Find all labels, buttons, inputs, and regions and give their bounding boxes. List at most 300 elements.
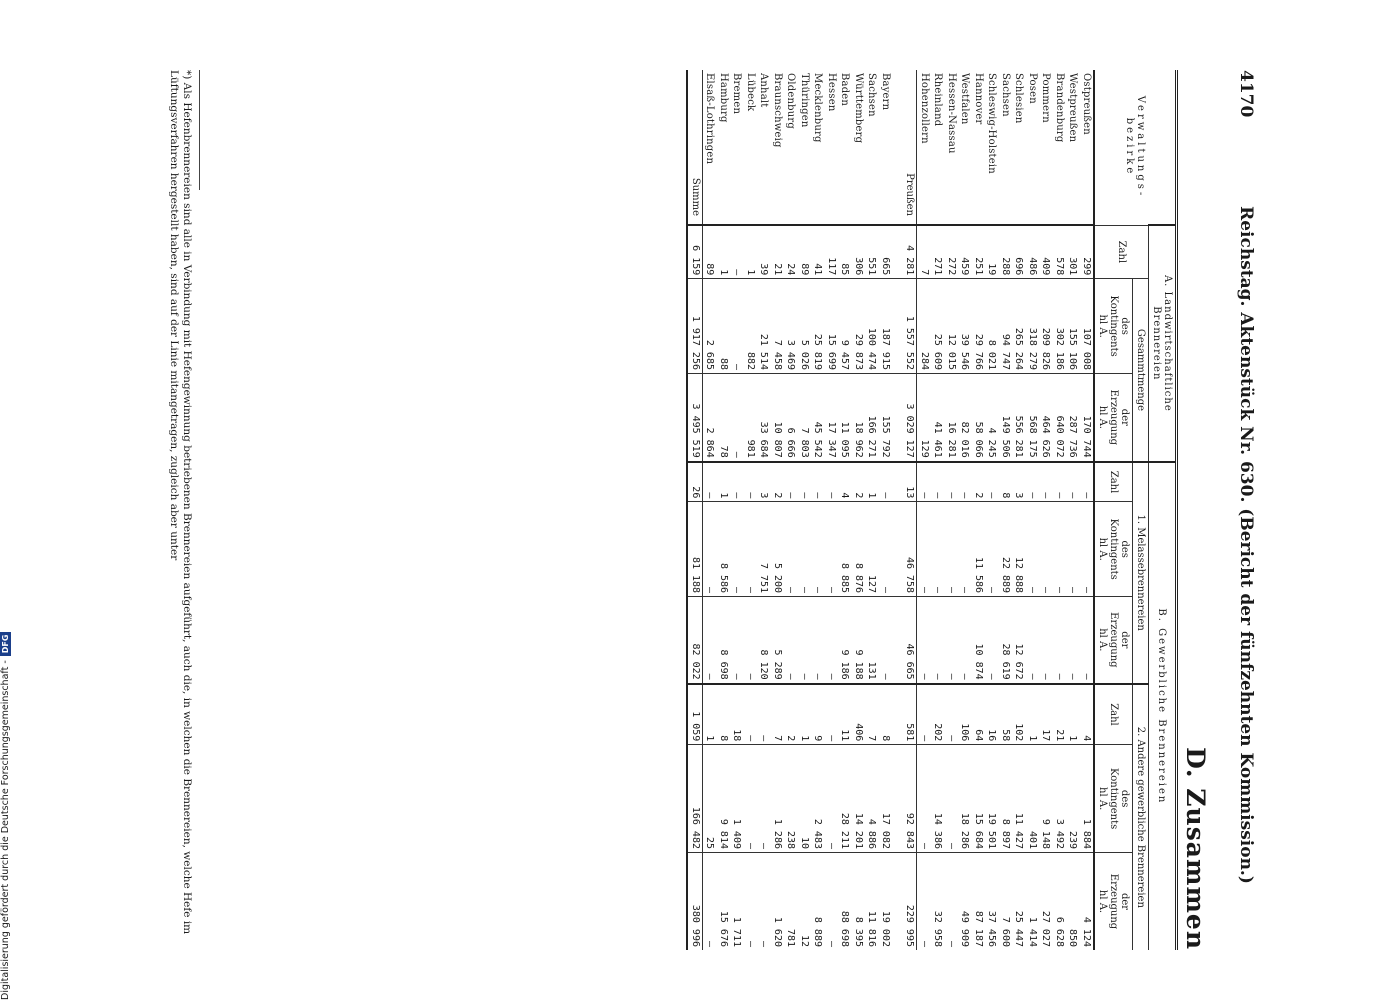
value-cell: 11 (838, 684, 852, 745)
value-cell: 8 021 (985, 279, 999, 374)
value-cell: 5 026 (798, 279, 812, 374)
value-cell: — (825, 462, 839, 502)
value-cell: 8 885 (838, 502, 852, 597)
value-cell: — (825, 684, 839, 745)
value-cell: — (703, 597, 717, 684)
value-cell: 8 (999, 462, 1013, 502)
value-cell: 6 666 (784, 374, 798, 462)
footnote-rule (199, 70, 200, 190)
value-cell: 17 (1039, 684, 1053, 745)
value-cell: 46 758 (903, 502, 917, 597)
value-cell: 46 665 (903, 597, 917, 684)
region-name: Ostpreußen (1081, 73, 1092, 135)
region-name: Hessen (826, 73, 837, 112)
value-cell: 102 (1012, 684, 1026, 745)
value-cell: — (730, 502, 744, 597)
region-name: Hamburg (718, 73, 729, 123)
value-cell: 39 (757, 225, 771, 279)
value-cell: 2 (784, 684, 798, 745)
value-cell: — (730, 462, 744, 502)
table-row (1039, 70, 1053, 950)
value-cell: 15 676 (717, 853, 731, 951)
value-cell: — (879, 502, 893, 597)
value-cell: — (1080, 462, 1095, 502)
region-name: Elsaß-Lothringen (704, 73, 716, 165)
value-cell: 9 814 (717, 745, 731, 853)
value-cell: 1 059 (688, 684, 703, 745)
value-cell: 551 (865, 225, 879, 279)
value-cell: 49 909 (958, 853, 972, 951)
value-cell: 155 106 (1066, 279, 1080, 374)
side-note (0, 600, 11, 1000)
value-cell: — (917, 597, 931, 684)
b1-count-header: Zahl (1094, 462, 1133, 502)
value-cell: 33 684 (757, 374, 771, 462)
value-cell: — (945, 684, 959, 745)
value-cell: 3 495 519 (688, 374, 703, 462)
value-cell: 22 889 (999, 502, 1013, 597)
table-row (771, 70, 785, 950)
table-row (852, 70, 866, 950)
page-title: Reichstag. Aktenstück Nr. 630. (Bericht der fünfzehnten Kommission.) (1236, 206, 1256, 884)
group-b-header: B. Gewerbliche Brennereien (1149, 462, 1177, 950)
value-cell: 287 736 (1066, 374, 1080, 462)
table-row (757, 70, 771, 950)
value-cell: 3 492 (1053, 745, 1067, 853)
page-number: 4170 (1236, 70, 1256, 118)
value-cell: — (1066, 502, 1080, 597)
value-cell: 1 557 552 (903, 279, 917, 374)
value-cell: 288 (999, 225, 1013, 279)
value-cell: 19 501 (985, 745, 999, 853)
value-cell: — (730, 597, 744, 684)
value-cell: 9 457 (838, 279, 852, 374)
value-cell: — (757, 853, 771, 951)
a-total-header: Gesammtmenge (1133, 279, 1149, 462)
value-cell: 85 (838, 225, 852, 279)
value-cell: 8 (879, 684, 893, 745)
value-cell: — (744, 684, 758, 745)
value-cell: 299 (1080, 225, 1095, 279)
value-cell: — (945, 462, 959, 502)
value-cell: 149 506 (999, 374, 1013, 462)
value-cell: — (1053, 502, 1067, 597)
side-note-text: Digitalisierung gefördert durch die Deutsche Forschungsgemeinschaft - (0, 660, 11, 1000)
value-cell: — (917, 462, 931, 502)
value-cell: 12 015 (945, 279, 959, 374)
value-cell: 1 286 (771, 745, 785, 853)
value-cell: 1 620 (771, 853, 785, 951)
value-cell: 10 874 (972, 597, 986, 684)
value-cell: 568 175 (1026, 374, 1040, 462)
value-cell: — (798, 597, 812, 684)
value-cell: — (985, 597, 999, 684)
value-cell: 58 066 (972, 374, 986, 462)
value-cell: 380 996 (688, 853, 703, 951)
footnote (167, 70, 200, 950)
value-cell: 9 188 (852, 597, 866, 684)
value-cell: 850 (1066, 853, 1080, 951)
value-cell: 7 (771, 684, 785, 745)
region-name: Lübeck (745, 73, 756, 112)
section-title: D. Zusammen (1181, 747, 1210, 950)
value-cell: — (825, 853, 839, 951)
value-cell: — (811, 462, 825, 502)
value-cell: 239 (1066, 745, 1080, 853)
value-cell: — (757, 684, 771, 745)
table-row (1080, 70, 1095, 950)
region-name: Sachsen (1000, 73, 1011, 117)
value-cell: 26 (688, 462, 703, 502)
value-cell: — (1066, 462, 1080, 502)
value-cell: 464 626 (1039, 374, 1053, 462)
table-row (717, 70, 731, 950)
region-name: Thüringen (799, 73, 810, 128)
value-cell: 271 (931, 225, 945, 279)
value-cell: 5 289 (771, 597, 785, 684)
table-row (811, 70, 825, 950)
value-cell: 4 886 (865, 745, 879, 853)
value-cell: 89 (798, 225, 812, 279)
value-cell: 41 461 (931, 374, 945, 462)
value-cell: 3 029 127 (903, 374, 917, 462)
table-row (985, 70, 999, 950)
value-cell: 15 699 (825, 279, 839, 374)
value-cell: 9 186 (838, 597, 852, 684)
value-cell: 302 186 (1053, 279, 1067, 374)
value-cell: 8 120 (757, 597, 771, 684)
value-cell: 301 (1066, 225, 1080, 279)
value-cell: 1 884 (1080, 745, 1095, 853)
value-cell: 1 (703, 684, 717, 745)
value-cell: 21 (1053, 684, 1067, 745)
value-cell: 1 409 (730, 745, 744, 853)
table-body (688, 70, 1095, 950)
value-cell: 100 474 (865, 279, 879, 374)
table-row (999, 70, 1013, 950)
value-cell: 202 (931, 684, 945, 745)
region-name: Hannover (973, 73, 984, 125)
value-cell: 82 022 (688, 597, 703, 684)
value-cell: 696 (1012, 225, 1026, 279)
value-cell: — (825, 597, 839, 684)
value-cell: 209 826 (1039, 279, 1053, 374)
spacer-row (892, 70, 903, 950)
value-cell: 64 (972, 684, 986, 745)
footnote-text: *) Als Hefenbrennereien sind alle in Verbindung mit Hefengewinnung betriebenen Brennereien aufgeführt, auch die, in welchen die Brennereien, welche Hefe im Lüftungsverfahren hergestellt haben, sind auf der Linie mitangetragen, zugleich aber unter (168, 70, 193, 935)
value-cell: 117 (825, 225, 839, 279)
value-cell: 1 (1026, 684, 1040, 745)
value-cell: 2 685 (703, 279, 717, 374)
value-cell: — (825, 745, 839, 853)
value-cell: 1 917 256 (688, 279, 703, 374)
value-cell: 318 279 (1026, 279, 1040, 374)
value-cell: 24 (784, 225, 798, 279)
value-cell: 28 211 (838, 745, 852, 853)
value-cell: 5 200 (771, 502, 785, 597)
table-row (744, 70, 758, 950)
region-name: Oldenburg (785, 73, 797, 129)
value-cell: — (703, 853, 717, 951)
value-cell: 106 (958, 684, 972, 745)
value-cell: 16 281 (945, 374, 959, 462)
value-cell: 13 (903, 462, 917, 502)
b1-kontingent-header: des Kontingents hl A. (1094, 502, 1133, 597)
value-cell: 187 915 (879, 279, 893, 374)
value-cell: 89 (703, 225, 717, 279)
value-cell: 94 747 (999, 279, 1013, 374)
value-cell: 45 542 (811, 374, 825, 462)
value-cell: — (931, 502, 945, 597)
value-cell: 8 889 (811, 853, 825, 951)
table-row (1066, 70, 1080, 950)
value-cell: 16 (985, 684, 999, 745)
value-cell: — (917, 853, 931, 951)
value-cell: 127 (865, 502, 879, 597)
value-cell: 7 600 (999, 853, 1013, 951)
value-cell: 2 483 (811, 745, 825, 853)
value-cell: 486 (1026, 225, 1040, 279)
value-cell: — (958, 597, 972, 684)
value-cell: 41 (811, 225, 825, 279)
region-name: Schleswig-Holstein (986, 73, 998, 174)
region-name: Rheinland (932, 73, 944, 127)
value-cell: 1 (1066, 684, 1080, 745)
value-cell: — (985, 462, 999, 502)
value-cell: 8 876 (852, 502, 866, 597)
table-row (703, 70, 717, 950)
value-cell: — (917, 684, 931, 745)
value-cell: 1 414 (1026, 853, 1040, 951)
value-cell: 238 (784, 745, 798, 853)
value-cell: 9 (811, 684, 825, 745)
value-cell: 1 (717, 462, 731, 502)
region-name: Württemberg (853, 73, 864, 144)
value-cell: — (1039, 502, 1053, 597)
value-cell: — (917, 745, 931, 853)
value-cell: 18 286 (958, 745, 972, 853)
table-row (972, 70, 986, 950)
value-cell: 166 271 (865, 374, 879, 462)
value-cell: 19 (985, 225, 999, 279)
value-cell: 88 (717, 279, 731, 374)
value-cell: 88 698 (838, 853, 852, 951)
value-cell: 6 628 (1053, 853, 1067, 951)
value-cell: 18 (730, 684, 744, 745)
value-cell: 87 187 (972, 853, 986, 951)
value-cell: 2 864 (703, 374, 717, 462)
table-row (903, 70, 917, 950)
value-cell: 25 819 (811, 279, 825, 374)
value-cell: 4 281 (903, 225, 917, 279)
value-cell: 1 (798, 684, 812, 745)
value-cell: 17 082 (879, 745, 893, 853)
value-cell: 7 458 (771, 279, 785, 374)
b1-erzeugung-header: der Erzeugung hl A. (1094, 597, 1133, 684)
value-cell: 6 159 (688, 225, 703, 279)
dfg-logo: DFG (0, 632, 11, 657)
group-a-header: A. Landwirtschaftliche Brennereien (1149, 225, 1177, 462)
value-cell: — (1039, 462, 1053, 502)
value-cell: — (1026, 502, 1040, 597)
region-name: Preußen (903, 70, 917, 225)
value-cell: — (1080, 502, 1095, 597)
value-cell: 11 427 (1012, 745, 1026, 853)
value-cell: 17 347 (825, 374, 839, 462)
value-cell: 2 (771, 462, 785, 502)
value-cell: 10 807 (771, 374, 785, 462)
b2-kontingent-header: des Kontingents hl A. (1094, 745, 1133, 853)
value-cell: 8 (717, 684, 731, 745)
value-cell: 155 792 (879, 374, 893, 462)
table-row (1026, 70, 1040, 950)
a-kontingent-header: des Kontingents hl A. (1094, 279, 1133, 374)
value-cell: — (1039, 597, 1053, 684)
value-cell: 10 (798, 745, 812, 853)
value-cell: 665 (879, 225, 893, 279)
value-cell: — (784, 597, 798, 684)
value-cell: — (730, 374, 744, 462)
value-cell: 19 002 (879, 853, 893, 951)
value-cell: 556 281 (1012, 374, 1026, 462)
value-cell: 2 (852, 462, 866, 502)
value-cell: — (811, 597, 825, 684)
value-cell: — (945, 745, 959, 853)
value-cell: 401 (1026, 745, 1040, 853)
region-name: Baden (839, 73, 851, 107)
value-cell: 251 (972, 225, 986, 279)
value-cell: — (958, 502, 972, 597)
value-cell: 8 698 (717, 597, 731, 684)
value-cell: 4 245 (985, 374, 999, 462)
value-cell: 1 (717, 225, 731, 279)
region-name: Bayern (880, 73, 891, 111)
value-cell: 9 148 (1039, 745, 1053, 853)
value-cell: 3 (757, 462, 771, 502)
value-cell: 229 995 (903, 853, 917, 951)
table-row (838, 70, 852, 950)
value-cell: — (757, 745, 771, 853)
value-cell: 4 (838, 462, 852, 502)
value-cell: 25 609 (931, 279, 945, 374)
value-cell: 78 (717, 374, 731, 462)
value-cell: — (879, 597, 893, 684)
value-cell: 12 (798, 853, 812, 951)
value-cell: 92 843 (903, 745, 917, 853)
region-header: Verwaltungs- bezirke (1094, 70, 1177, 225)
value-cell: — (825, 502, 839, 597)
value-cell: 7 751 (757, 502, 771, 597)
table-row (931, 70, 945, 950)
region-name: Hohenzollern (919, 73, 930, 144)
value-cell: 14 386 (931, 745, 945, 853)
value-cell: 11 095 (838, 374, 852, 462)
region-name: Pommern (1040, 73, 1052, 123)
table-row (917, 70, 931, 950)
value-cell: 3 469 (784, 279, 798, 374)
value-cell: 272 (945, 225, 959, 279)
value-cell: — (1053, 597, 1067, 684)
value-cell: 8 897 (999, 745, 1013, 853)
value-cell: 2 (972, 462, 986, 502)
value-cell: — (703, 462, 717, 502)
value-cell: 27 027 (1039, 853, 1053, 951)
value-cell: 265 264 (1012, 279, 1026, 374)
value-cell: 81 188 (688, 502, 703, 597)
value-cell: 170 744 (1080, 374, 1095, 462)
value-cell: — (798, 462, 812, 502)
value-cell: 21 (771, 225, 785, 279)
value-cell: 409 (1039, 225, 1053, 279)
value-cell: — (744, 745, 758, 853)
b2-count-header: Zahl (1094, 684, 1133, 745)
value-cell: 18 962 (852, 374, 866, 462)
value-cell: 459 (958, 225, 972, 279)
value-cell: — (744, 597, 758, 684)
value-cell: 3 (1012, 462, 1026, 502)
rotated-page (5, 70, 1260, 950)
region-name: Posen (1027, 73, 1038, 104)
page-header (1181, 70, 1260, 950)
value-cell: 11 586 (972, 502, 986, 597)
value-cell: 107 008 (1080, 279, 1095, 374)
value-cell: 37 456 (985, 853, 999, 951)
region-name: Schlesien (1013, 73, 1025, 124)
region-name: Brandenburg (1054, 73, 1065, 143)
value-cell: — (798, 502, 812, 597)
region-name: Anhalt (758, 73, 770, 108)
value-cell: 12 672 (1012, 597, 1026, 684)
value-cell: — (958, 462, 972, 502)
value-cell: — (945, 502, 959, 597)
statistics-table (687, 70, 1179, 950)
region-name: Hessen-Nassau (946, 73, 957, 154)
region-name: Mecklenburg (812, 73, 824, 143)
value-cell: 4 124 (1080, 853, 1095, 951)
value-cell: 25 447 (1012, 853, 1026, 951)
region-name: Sachsen (866, 73, 878, 117)
value-cell: 7 803 (798, 374, 812, 462)
value-cell: 166 482 (688, 745, 703, 853)
value-cell: 306 (852, 225, 866, 279)
value-cell: — (985, 502, 999, 597)
value-cell: 781 (784, 853, 798, 951)
value-cell: — (917, 502, 931, 597)
value-cell: — (1066, 597, 1080, 684)
value-cell: 981 (744, 374, 758, 462)
table-row (958, 70, 972, 950)
table-row (784, 70, 798, 950)
value-cell: — (1026, 597, 1040, 684)
region-name: Westpreußen (1067, 73, 1079, 143)
value-cell: 284 (917, 279, 931, 374)
value-cell: 11 816 (865, 853, 879, 951)
region-name: Braunschweig (772, 73, 783, 148)
value-cell: 14 201 (852, 745, 866, 853)
value-cell: — (931, 597, 945, 684)
b1-header: 1. Melassebrennereien (1133, 462, 1149, 684)
value-cell: — (931, 462, 945, 502)
value-cell: — (784, 502, 798, 597)
region-name: Westfalen (959, 73, 971, 125)
value-cell: 1 (744, 225, 758, 279)
value-cell: 7 (865, 684, 879, 745)
table-row (1053, 70, 1067, 950)
value-cell: — (744, 853, 758, 951)
table-row (879, 70, 893, 950)
value-cell: — (811, 502, 825, 597)
value-cell: — (945, 853, 959, 951)
